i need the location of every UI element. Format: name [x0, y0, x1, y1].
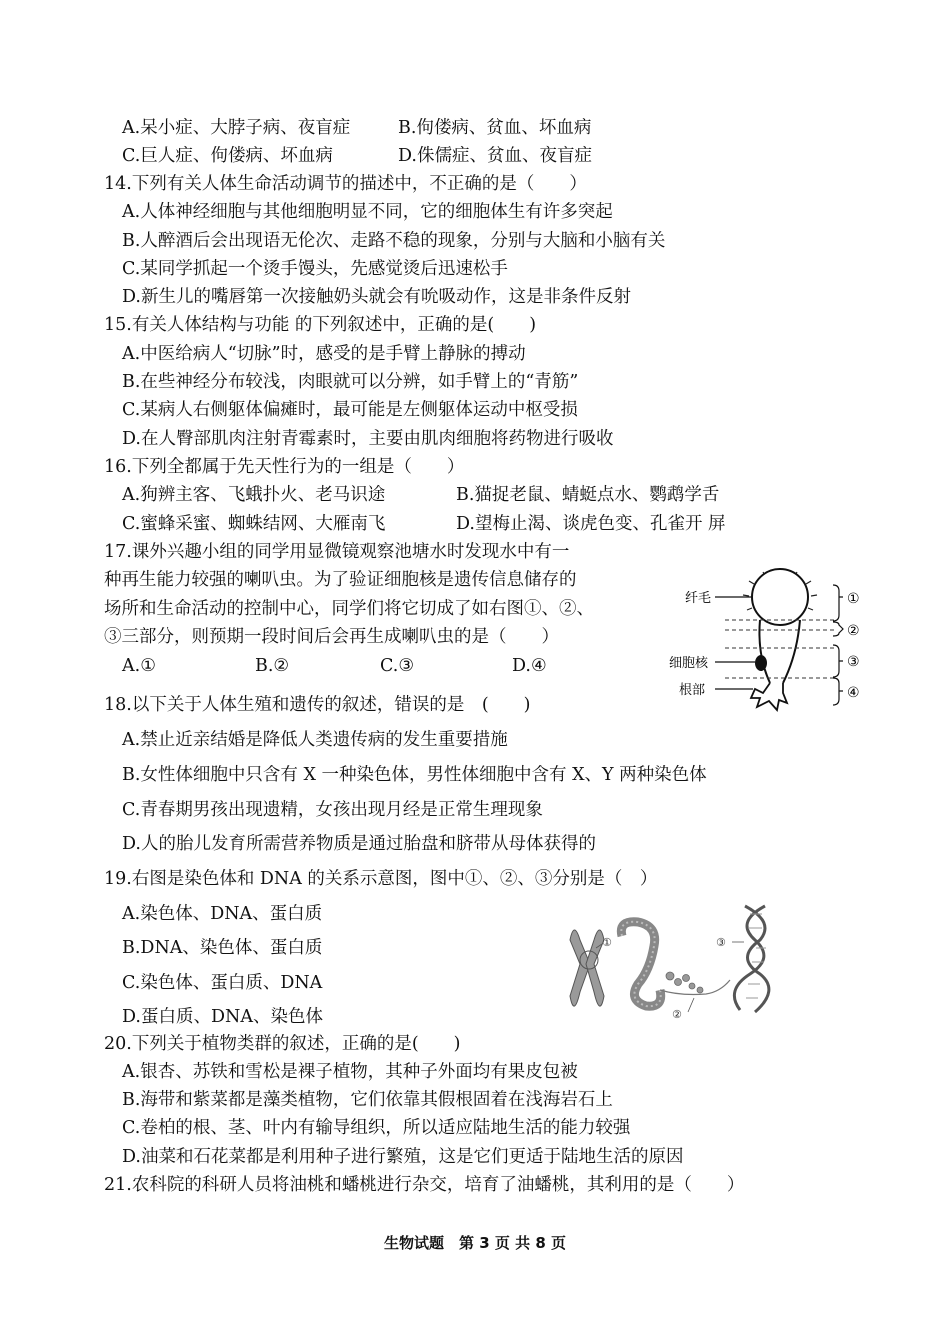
q18-option-b: B.女性体细胞中只含有 X 一种染色体，男性体细胞中含有 X、Y 两种染色体 [122, 765, 707, 785]
q17-option-a: A.① [122, 656, 156, 676]
figure-marker-2: ② [672, 1008, 682, 1021]
q19-option-c: C.染色体、蛋白质、DNA [122, 973, 323, 993]
section-braces [833, 585, 843, 705]
q13-option-d: D.侏儒症、贫血、夜盲症 [398, 146, 592, 166]
q19-option-b: B.DNA、染色体、蛋白质 [122, 938, 323, 958]
q13-option-b: B.佝偻病、贫血、坏血病 [398, 118, 592, 138]
q20-stem: 20.下列关于植物类群的叙述，正确的是( ) [104, 1034, 461, 1054]
section-marker-3: ③ [847, 654, 860, 670]
page-footer: 生物试题 第 3 页 共 8 页 [384, 1234, 566, 1252]
marker-2-pointer [688, 998, 694, 1012]
q17-stem-line-3: 场所和生命活动的控制中心，同学们将它切成了如右图①、②、 [104, 599, 594, 619]
q17-option-c: C.③ [380, 656, 415, 676]
q13-option-a: A.呆小症、大脖子病、夜盲症 [122, 118, 351, 138]
label-cilia: 纤毛 [685, 591, 712, 606]
q16-option-b: B.猫捉老鼠、蜻蜓点水、鹦鹉学舌 [456, 485, 720, 505]
q18-option-d: D.人的胎儿发育所需营养物质是通过胎盘和脐带从母体获得的 [122, 834, 596, 854]
q18-option-c: C.青春期男孩出现遗精，女孩出现月经是正常生理现象 [122, 800, 543, 820]
q19-option-a: A.染色体、DNA、蛋白质 [122, 904, 323, 924]
q15-option-d: D.在人臀部肌肉注射青霉素时，主要由肌肉细胞将药物进行吸收 [122, 429, 614, 449]
q17-option-d: D.④ [512, 656, 547, 676]
nucleus-dot [755, 655, 767, 671]
q21-stem: 21.农科院的科研人员将油桃和蟠桃进行杂交，培育了油蟠桃，其利用的是（ ） [104, 1175, 745, 1195]
q15-stem: 15.有关人体结构与功能 的下列叙述中，正确的是( ) [104, 315, 537, 335]
q17-option-b: B.② [255, 656, 290, 676]
q14-option-b: B.人醉酒后会出现语无伦次、走路不稳的现象，分别与大脑和小脑有关 [122, 231, 666, 251]
q20-option-c: C.卷柏的根、茎、叶内有输导组织，所以适应陆地生活的能力较强 [122, 1118, 631, 1138]
label-root: 根部 [679, 683, 706, 698]
oral-disc [752, 569, 808, 625]
section-marker-1: ① [847, 591, 860, 607]
section-marker-4: ④ [847, 685, 860, 701]
figure-marker-3: ③ [716, 936, 726, 949]
q17-stem-line-1: 17.课外兴趣小组的同学用显微镜观察池塘水时发现水中有一 [104, 542, 570, 562]
q20-option-b: B.海带和紫菜都是藻类植物，它们依靠其假根固着在浅海岩石上 [122, 1090, 613, 1110]
nucleosome-beads [666, 972, 703, 993]
q17-stem-line-2: 种再生能力较强的喇叭虫。为了验证细胞核是遗传信息储存的 [104, 570, 577, 590]
q15-option-a: A.中医给病人“切脉”时，感受的是手臂上静脉的搏动 [122, 344, 526, 364]
root-foot [751, 683, 787, 710]
q15-option-c: C.某病人右侧躯体偏瘫时，最可能是左侧躯体运动中枢受损 [122, 400, 578, 420]
q20-option-a: A.银杏、苏铁和雪松是裸子植物，其种子外面均有果皮包被 [122, 1062, 578, 1082]
q16-stem: 16.下列全都属于先天性行为的一组是（ ） [104, 457, 465, 477]
q17-stem-line-4: ③三部分，则预期一段时间后会再生成喇叭虫的是（ ） [104, 627, 559, 647]
trumpet-animalcule-figure [665, 565, 880, 715]
chromosome-shape [570, 930, 604, 1006]
q16-option-c: C.蜜蜂采蜜、蜘蛛结网、大雁南飞 [122, 514, 386, 534]
dna-double-helix [734, 906, 769, 1012]
q16-option-a: A.狗辨主客、飞蛾扑火、老马识途 [122, 485, 386, 505]
coiled-fiber [621, 922, 660, 1006]
section-marker-2: ② [847, 623, 860, 639]
body-outline [759, 620, 800, 683]
q15-option-b: B.在些神经分布较浅，肉眼就可以分辨，如手臂上的“青筋” [122, 372, 579, 392]
q16-option-d: D.望梅止渴、谈虎色变、孔雀开 屏 [456, 514, 726, 534]
cut-lines [725, 620, 837, 678]
figure-marker-1: ① [602, 936, 612, 949]
q19-stem: 19.右图是染色体和 DNA 的关系示意图，图中①、②、③分别是（ ） [104, 869, 658, 889]
q18-stem: 18.以下关于人体生殖和遗传的叙述，错误的是 ( ) [104, 695, 531, 715]
q14-stem: 14.下列有关人体生命活动调节的描述中，不正确的是（ ） [104, 174, 587, 194]
q14-option-d: D.新生儿的嘴唇第一次接触奶头就会有吮吸动作，这是非条件反射 [122, 287, 631, 307]
q13-option-c: C.巨人症、佝偻病、坏血病 [122, 146, 333, 166]
q20-option-d: D.油菜和石花菜都是利用种子进行繁殖，这是它们更适于陆地生活的原因 [122, 1147, 684, 1167]
q19-option-d: D.蛋白质、DNA、染色体 [122, 1007, 323, 1027]
chromosome-dna-figure [560, 900, 790, 1030]
q18-option-a: A.禁止近亲结婚是降低人类遗传病的发生重要措施 [122, 730, 508, 750]
q14-option-a: A.人体神经细胞与其他细胞明显不同，它的细胞体生有许多突起 [122, 202, 613, 222]
label-nucleus: 细胞核 [669, 656, 709, 671]
q14-option-c: C.某同学抓起一个烫手馒头，先感觉烫后迅速松手 [122, 259, 508, 279]
